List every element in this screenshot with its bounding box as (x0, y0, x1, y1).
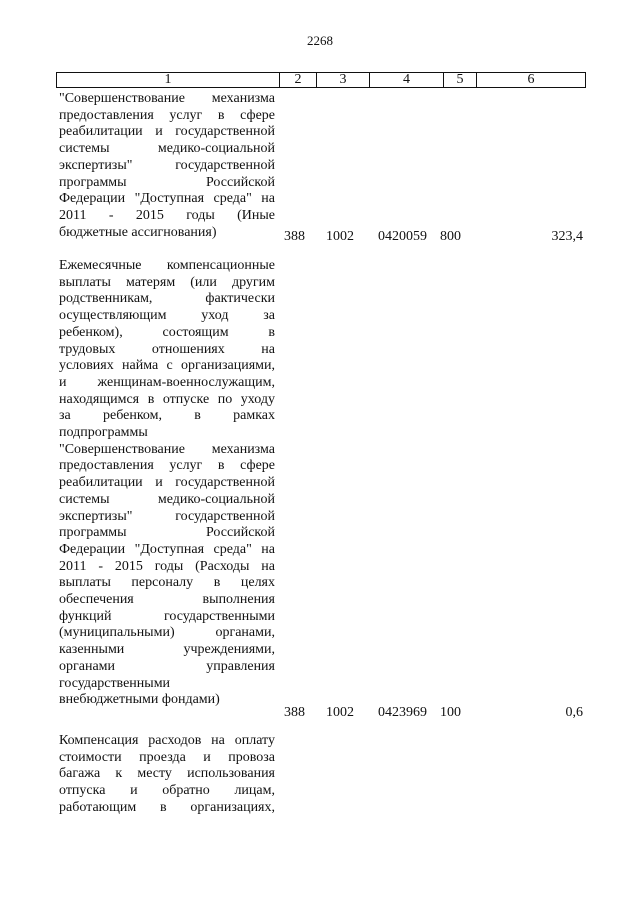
name-line: казенными учреждениями, (59, 642, 275, 658)
row-1-type: 800 (440, 229, 461, 244)
name-line: отпуска и обратно лицам, (59, 783, 275, 799)
name-line: программы Российской (59, 525, 275, 541)
row-2-ministry: 388 (284, 705, 305, 720)
name-line: Компенсация расходов на оплату (59, 733, 275, 748)
name-line: Федерации "Доступная среда" на (59, 191, 275, 207)
name-line: и женщинам-военнослужащим, (59, 374, 275, 390)
name-line: экспертизы" государственной (59, 508, 275, 524)
name-line: системы медико-социальной (59, 491, 275, 507)
name-line: Федерации "Доступная среда" на (59, 541, 275, 557)
row-2-name (59, 258, 275, 709)
name-line: 2011 - 2015 годы (Расходы на (59, 558, 275, 574)
row-2-section: 1002 (326, 705, 354, 720)
name-line: выплаты персоналу в целях (59, 575, 275, 591)
row-2-amount: 0,6 (565, 705, 583, 720)
header-col-4: 4 (370, 73, 444, 87)
page-number: 2268 (307, 33, 333, 48)
row-1-section: 1002 (326, 229, 354, 244)
row-1-name (59, 91, 275, 241)
name-line: реабилитации и государственной (59, 475, 275, 491)
name-line: родственникам, фактически (59, 291, 275, 307)
name-line: системы медико-социальной (59, 141, 275, 157)
name-line: "Совершенствование механизма (59, 91, 275, 106)
name-line: Ежемесячные компенсационные (59, 258, 275, 273)
name-line: предоставления услуг в сфере (59, 107, 275, 123)
name-line: органами управления (59, 658, 275, 674)
name-line: багажа к месту использования (59, 766, 275, 782)
name-line: выплаты матерям (или другим (59, 274, 275, 290)
name-line: стоимости проезда и провоза (59, 749, 275, 765)
name-line: программы Российской (59, 174, 275, 190)
name-line: государственными (59, 675, 171, 691)
name-line: бюджетные ассигнования) (59, 224, 217, 240)
name-line: обеспечения выполнения (59, 592, 275, 608)
table-header (56, 72, 586, 88)
header-col-6: 6 (527, 72, 535, 87)
row-2-target: 0423969 (378, 705, 427, 720)
name-line: функций государственными (59, 608, 275, 624)
name-line: подпрограммы (59, 425, 148, 441)
name-line: работающим в организациях, (59, 799, 275, 815)
name-line: за ребенком, в рамках (59, 408, 275, 424)
name-line: экспертизы" государственной (59, 157, 275, 173)
row-3-name (59, 733, 275, 817)
name-line: трудовых отношениях на (59, 341, 275, 357)
name-line: внебюджетными фондами) (59, 692, 220, 708)
header-col-3: 3 (317, 73, 370, 87)
name-line: (муниципальными) органами, (59, 625, 275, 641)
name-line: 2011 - 2015 годы (Иные (59, 207, 275, 223)
name-line: находящимся в отпуске по уходу (59, 391, 275, 407)
row-2-type: 100 (440, 705, 461, 720)
header-col-2: 2 (280, 73, 317, 87)
header-col-1: 1 (57, 73, 280, 87)
name-line: реабилитации и государственной (59, 124, 275, 140)
header-col-5: 5 (444, 73, 477, 87)
name-line: условиях найма с организациями, (59, 358, 275, 374)
row-1-target: 0420059 (378, 229, 427, 244)
name-line: предоставления услуг в сфере (59, 458, 275, 474)
row-1-ministry: 388 (284, 229, 305, 244)
name-line: осуществляющим уход за (59, 308, 275, 324)
row-1-amount: 323,4 (551, 229, 583, 244)
name-line: "Совершенствование механизма (59, 441, 275, 457)
name-line: ребенком), состоящим в (59, 324, 275, 340)
